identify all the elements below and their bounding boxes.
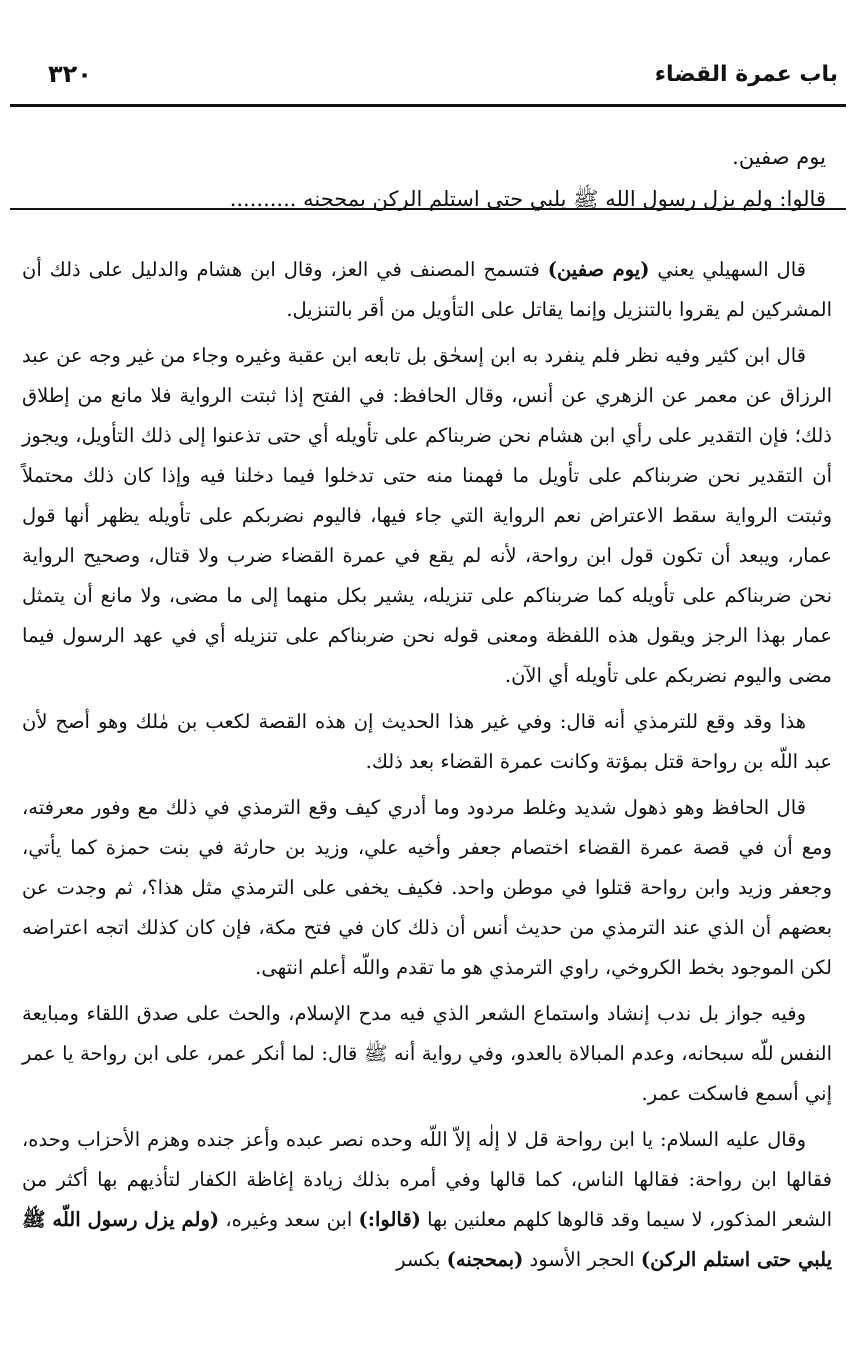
commentary-paragraph: [22, 1120, 832, 1280]
commentary-paragraph: هذا وقد وقع للترمذي أنه قال: وفي غير هذا الحديث إن هذه القصة لكعب بن مٰلك وهو أصح لأن عبد اللّه بن رواحة قتل بمؤتة وكانت عمرة القضاء بعد ذلك.: [22, 710, 832, 773]
commentary-paragraph: قال الحافظ وهو ذهول شديد وغلط مردود وما أدري كيف وقع الترمذي في ذلك مع وفور معرفته، ومع أن في قصة عمرة القضاء اختصام جعفر وأخيه علي، وزيد بن حارثة في بنت حمزة كما يأتي، وجعفر وزيد وابن رواحة قتلوا في موطن واحد. فكيف يخفى على الترمذي مثل هذا؟، ثم وجدت عن بعضهم أن الذي عند الترمذي من حديث أنس أن ذلك كان في فتح مكة، فإن كان كذلك اتجه اعتراضه لكن الموجود بخط الكروخي، راوي الترمذي هو ما تقدم واللّه أعلم انتهى.: [22, 796, 832, 979]
quoted-phrase: (قالوا:): [358, 1208, 421, 1231]
matn-continuation-dots: ..........: [229, 187, 297, 211]
matn-line: [20, 136, 826, 178]
quoted-phrase: (بمحجنه): [446, 1248, 524, 1271]
commentary-block: [22, 250, 832, 1286]
running-header: [18, 52, 838, 96]
paragraph-text: قال السهيلي يعني: [649, 258, 806, 281]
quoted-phrase: (يوم صفين): [547, 258, 650, 281]
chapter-title: باب عمرة القضاء: [654, 61, 838, 87]
commentary-paragraph: قال ابن كثير وفيه نظر فلم ينفرد به ابن إسحٰق بل تابعه ابن عقبة وغيره وجاء من غير وجه عن عبد الرزاق عن معمر عن الزهري عن أنس، وقال الحافظ: في الفتح إذا ثبتت الرواية فلا مانع من إطلاق ذلك؛ فإن التقدير على رأي ابن هشام نحن ضربناكم على تأويله أي حتى تذعنوا إلى ذلك التأويل، ويجوز أن التقدير نحن ضربناكم على تأويل ما فهمنا منه حتى تدخلوا فيما دخلنا فيه وإذا كان ذلك محتملاً وثبتت الرواية سقط الاعتراض نعم الرواية التي جاء فيها، فاليوم نضربكم على تأويله يظهر أنها قول عمار، ويبعد أن تكون قول ابن رواحة، لأنه لم يقع في عمرة القضاء ضرب ولا قتال، وصحيح الرواية نحن ضربناكم على تأويله كما ضربناكم على تنزيله، يشير بكل منهما إلى ما مضى، ولا مانع أن يتمثل عمار بهذا الرجز ويقول هذه اللفظة ومعنى قوله نحن ضربناكم على تنزيله أي في عهد الرسول فيما مضى واليوم نضربكم على تأويله أي الآن.: [22, 344, 832, 687]
matn-line-text: قالوا: ولم يزل رسول الله ﷺ يلبي حتى استلم الركن بمحجنه: [303, 187, 826, 211]
commentary-paragraph: وفيه جواز بل ندب إنشاد واستماع الشعر الذي فيه مدح الإسلام، والحث على صدق اللقاء ومبايعة النفس للّه سبحانه، وعدم المبالاة بالعدو، وفي رواية أنه ﷺ قال: لما أنكر عمر، على ابن رواحة يا عمر إني أسمع فاسكت عمر.: [22, 1002, 832, 1105]
matn-line: [20, 178, 826, 220]
quoted-phrase: (ولم يزل رسول اللّه ﷺ يلبي حتى استلم الركن): [22, 1208, 832, 1271]
matn-line-text: يوم صفين.: [732, 145, 826, 169]
paragraph-text: بكسر: [396, 1248, 447, 1271]
header-divider: [10, 104, 846, 107]
page-number: ٣٢٠: [48, 60, 92, 88]
paragraph-text: فتسمح المصنف في العز، وقال ابن هشام والدليل على ذلك أن المشركين لم يقروا بالتنزيل وإنما يقاتل على التأويل من أقر بالتنزيل.: [22, 258, 832, 321]
matn-divider: [10, 208, 846, 210]
paragraph-text: الحجر الأسود: [523, 1248, 641, 1271]
commentary-paragraph: [22, 250, 832, 330]
paragraph-text: وقال عليه السلام: يا ابن رواحة قل لا إلٰه إلاّ اللّه وحده نصر عبده وأعز جنده وهزم الأحزاب وحده، فقالها ابن رواحة: فقالها الناس، كما قالها وفي أمره بذلك زيادة إغاظة الكفار لتأذيهم بها أكثر من الشعر المذكور، لا سيما وقد قالوها كلهم معلنين بها: [22, 1128, 832, 1231]
paragraph-text: ابن سعد وغيره،: [219, 1208, 359, 1231]
